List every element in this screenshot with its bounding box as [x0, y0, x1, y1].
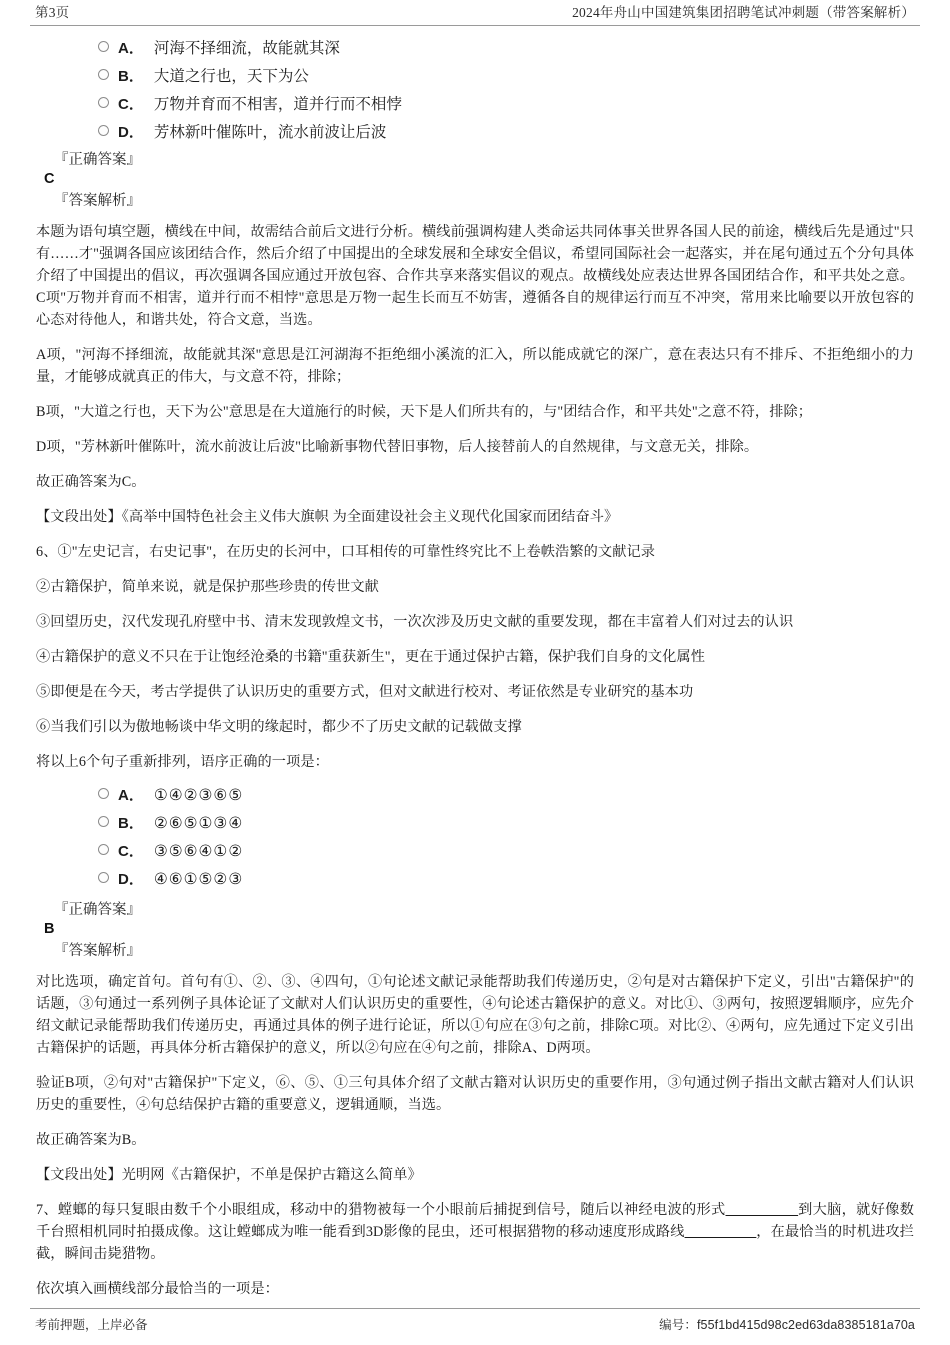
option-text: 芳林新叶催陈叶，流水前波让后波 [153, 124, 387, 141]
footer-id-value: f55f1bd415d98c2ed63da8385181a70a [696, 1318, 915, 1332]
analysis-paragraph: D项，"芳林新叶催陈叶，流水前波让后波"比喻新事物代替旧事物，后人接替前人的自然规律，与文意无关，排除。 [36, 439, 759, 455]
option-row[interactable] [36, 785, 914, 806]
question6-answer-block [36, 900, 914, 1186]
document-title: 2024年舟山中国建筑集团招聘笔试冲刺题（带答案解析） [572, 5, 915, 20]
analysis-paragraph: 验证B项，②句对"古籍保护"下定义，⑥、⑤、①三句具体介绍了文献古籍对认识历史的重要作用，③句通过例子指出文献古籍对人们认识历史的重要性，④句总结保护古籍的重要意义，逻辑通顺，当选。 [36, 1075, 914, 1113]
option-letter: D． [118, 871, 144, 888]
option-row[interactable] [36, 122, 914, 143]
question7-stem-part1: 7、螳螂的每只复眼由数千个小眼组成，移动中的猎物被每一个小眼前后捕捉到信号，随后以神经电波的形式 [36, 1202, 726, 1218]
option-row[interactable] [36, 869, 914, 890]
option-text: ①④②③⑥⑤ [153, 787, 244, 804]
question6-block [36, 541, 914, 1186]
option-row[interactable] [36, 813, 914, 834]
option-text: ④⑥①⑤②③ [153, 871, 244, 888]
question7-stem-part3: ，在最恰当的时机进攻拦截，瞬间击毙猎物。 [36, 1224, 914, 1262]
source-citation: 【文段出处】《高举中国特色社会主义伟大旗帜 为全面建设社会主义现代化国家而团结奋斗》 [36, 509, 619, 525]
question7-prompt: 依次填入画横线部分最恰当的一项是： [36, 1281, 279, 1297]
radio-icon[interactable] [98, 97, 109, 108]
option-text: 大道之行也，天下为公 [153, 68, 309, 85]
question6-stem-line: 6、①"左史记言，右史记事"，在历史的长河中，口耳相传的可靠性终究比不上卷帙浩繁的文献记录 [36, 544, 656, 560]
blank-line-1: ＿＿＿＿＿ [725, 1202, 799, 1218]
question6-stem-line: ③回望历史，汉代发现孔府壁中书、清末发现敦煌文书，一次次涉及历史文献的重要发现，都在丰富着人们对过去的认识 [36, 614, 794, 630]
option-row[interactable] [36, 66, 914, 87]
page-content [30, 26, 920, 1300]
option-text: ②⑥⑤①③④ [153, 815, 244, 832]
footer-id [659, 1315, 920, 1333]
footer-id-label: 编号： [659, 1318, 697, 1332]
option-row[interactable] [36, 38, 914, 59]
option-text: 河海不择细流，故能就其深 [153, 40, 340, 57]
radio-icon[interactable] [98, 788, 109, 799]
question5-answer-block [36, 150, 914, 528]
analysis-conclusion: 故正确答案为C。 [36, 474, 146, 490]
question6-stem-line: ⑤即便是在今天，考古学提供了认识历史的重要方式，但对文献进行校对、考证依然是专业研究的基本功 [36, 684, 694, 700]
page-header [30, 0, 920, 26]
option-letter: B． [118, 815, 144, 832]
analysis-label: 『答案解析』 [54, 193, 141, 209]
page-footer [30, 1308, 920, 1333]
analysis-paragraph: 对比选项，确定首句。首句有①、②、③、④四句，①句论述文献记录能帮助我们传递历史，②句是对古籍保护下定义，引出"古籍保护"的话题，③句通过一系列例子具体论证了文献对人们认识历史的重要性，④句论述古籍保护的意义。对比①、③两句，按照逻辑顺序，应先介绍文献记录能帮助我们传递历史，再通过具体的例子进行论证，所以①句应在③句之前，排除C项。对比②、④两句，应先通过下定义引出古籍保护的话题，再具体分析古籍保护的意义，所以②句应在④句之前，排除A、D两项。 [36, 974, 914, 1056]
option-letter: D． [118, 124, 144, 141]
analysis-label: 『答案解析』 [54, 943, 141, 959]
correct-answer-value: B [44, 921, 55, 937]
question7-block [36, 1199, 914, 1300]
correct-answer-label: 『正确答案』 [54, 902, 141, 918]
radio-icon[interactable] [98, 816, 109, 827]
analysis-paragraph: 本题为语句填空题，横线在中间，故需结合前后文进行分析。横线前强调构建人类命运共同体事关世界各国人民的前途，横线后先是通过"只有……才"强调各国应该团结合作，然后介绍了中国提出的全球发展和全球安全倡议，希望同国际社会一起落实，并在尾句通过五个分句具体介绍了中国提出的倡议，再次强调各国应通过开放包容、合作共享来落实倡议的观点。故横线处应表达世界各国团结合作，和平共处之意。C项"万物并育而不相害，道并行而不相悖"意思是万物一起生长而互不妨害，遵循各自的规律运行而互不冲突，常用来比喻要以开放包容的心态对待他人，和谐共处，符合文意，当选。 [36, 224, 914, 328]
radio-icon[interactable] [98, 844, 109, 855]
radio-icon[interactable] [98, 872, 109, 883]
question6-stem-line: ②古籍保护，简单来说，就是保护那些珍贵的传世文献 [36, 579, 379, 595]
option-letter: A． [118, 787, 144, 804]
correct-answer-label: 『正确答案』 [54, 152, 141, 168]
question6-stem-line: ④古籍保护的意义不只在于让饱经沧桑的书籍"重获新生"，更在于通过保护古籍，保护我们自身的文化属性 [36, 649, 706, 665]
option-text: ③⑤⑥④①② [153, 843, 244, 860]
source-citation: 【文段出处】光明网《古籍保护，不单是保护古籍这么简单》 [36, 1167, 422, 1183]
option-row[interactable] [36, 841, 914, 862]
analysis-paragraph: B项，"大道之行也，天下为公"意思是在大道施行的时候，天下是人们所共有的，与"团结合作，和平共处"之意不符，排除； [36, 404, 813, 420]
option-text: 万物并育而不相害，道并行而不相悖 [153, 96, 402, 113]
question5-options [36, 38, 914, 143]
radio-icon[interactable] [98, 69, 109, 80]
option-letter: A． [118, 40, 144, 57]
question6-options [36, 785, 914, 890]
analysis-paragraph: A项，"河海不择细流，故能就其深"意思是江河湖海不拒绝细小溪流的汇入，所以能成就它的深广，意在表达只有不排斥、不拒绝细小的力量，才能够成就真正的伟大，与文意不符，排除； [36, 347, 914, 385]
page-number-label: 第3页 [35, 5, 70, 20]
correct-answer-value: C [44, 171, 55, 187]
footer-slogan: 考前押题，上岸必备 [35, 1318, 148, 1332]
option-letter: C． [118, 843, 144, 860]
radio-icon[interactable] [98, 125, 109, 136]
option-letter: B． [118, 68, 144, 85]
radio-icon[interactable] [98, 41, 109, 52]
question7-stem-part2: 到大脑，就好像数千台照相机同时拍摄成像。这让螳螂成为唯一能看到3D影像的昆虫，还可根据猎物的移动速度形成路线 [36, 1202, 914, 1240]
question6-stem-line: ⑥当我们引以为傲地畅谈中华文明的缘起时，都少不了历史文献的记载做支撑 [36, 719, 522, 735]
question6-prompt: 将以上6个句子重新排列，语序正确的一项是： [36, 754, 329, 770]
option-row[interactable] [36, 94, 914, 115]
option-letter: C． [118, 96, 144, 113]
analysis-conclusion: 故正确答案为B。 [36, 1132, 146, 1148]
question7-stem [36, 1199, 914, 1265]
blank-line-2: ＿＿＿＿＿ [684, 1224, 757, 1240]
